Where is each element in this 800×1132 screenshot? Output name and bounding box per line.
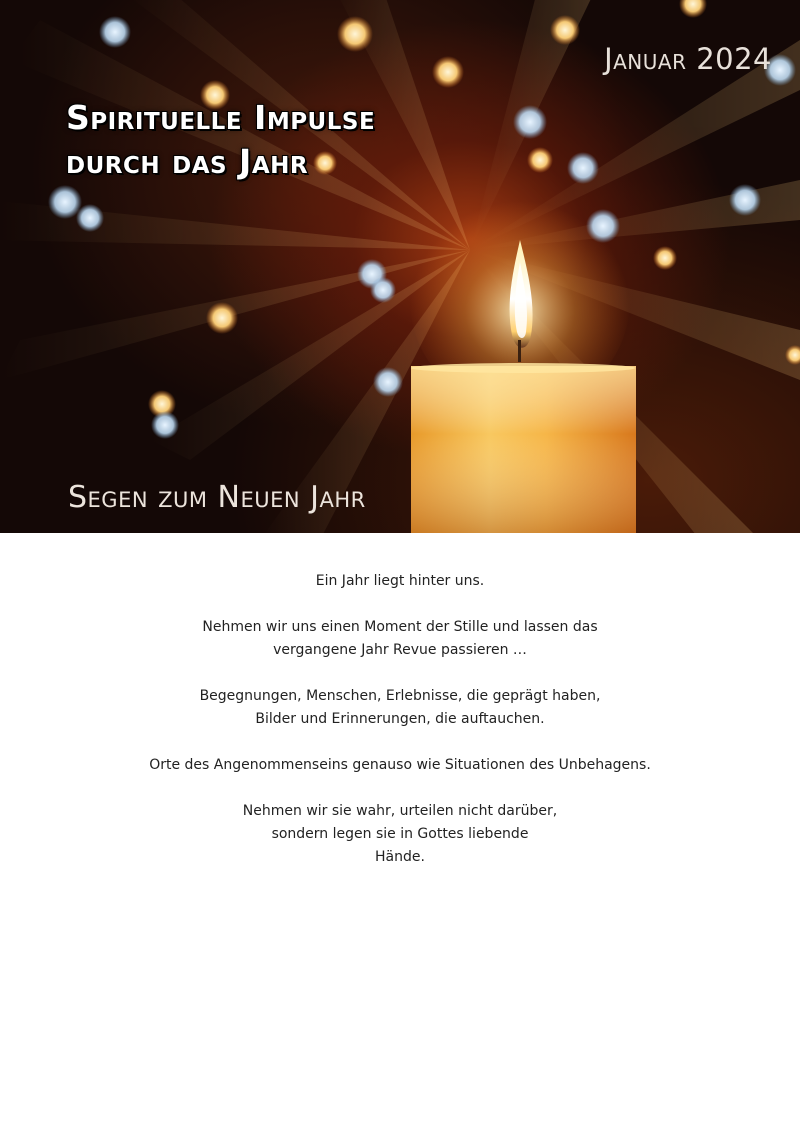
text-line: vergangene Jahr Revue passieren … — [273, 642, 527, 658]
text-line: Hände. — [375, 849, 425, 865]
paragraph-2 — [0, 616, 800, 662]
candle-bokeh-image — [0, 0, 800, 533]
title-line-2: durch das Jahr — [66, 142, 309, 181]
text-line: Nehmen wir sie wahr, urteilen nicht darüber, — [242, 803, 558, 819]
text-line: sondern legen sie in Gottes liebende — [271, 826, 529, 842]
text-line: Ein Jahr liegt hinter uns. — [315, 573, 485, 589]
paragraph-1 — [0, 570, 800, 593]
paragraph-4 — [0, 754, 800, 777]
text-line: Bilder und Erinnerungen, die auftauchen. — [255, 711, 545, 727]
text-line: Begegnungen, Menschen, Erlebnisse, die geprägt haben, — [199, 688, 601, 704]
issue-date: Januar 2024 — [604, 42, 772, 76]
page-subtitle: Segen zum Neuen Jahr — [68, 480, 366, 515]
hero-image — [0, 0, 800, 533]
blessing-text — [0, 570, 800, 892]
title-line-1: Spirituelle Impulse — [66, 98, 376, 137]
text-line: Orte des Angenommenseins genauso wie Situationen des Unbehagens. — [149, 757, 651, 773]
paragraph-5 — [0, 800, 800, 869]
paragraph-3 — [0, 685, 800, 731]
text-line: Nehmen wir uns einen Moment der Stille und lassen das — [202, 619, 598, 635]
page-title — [66, 96, 375, 184]
